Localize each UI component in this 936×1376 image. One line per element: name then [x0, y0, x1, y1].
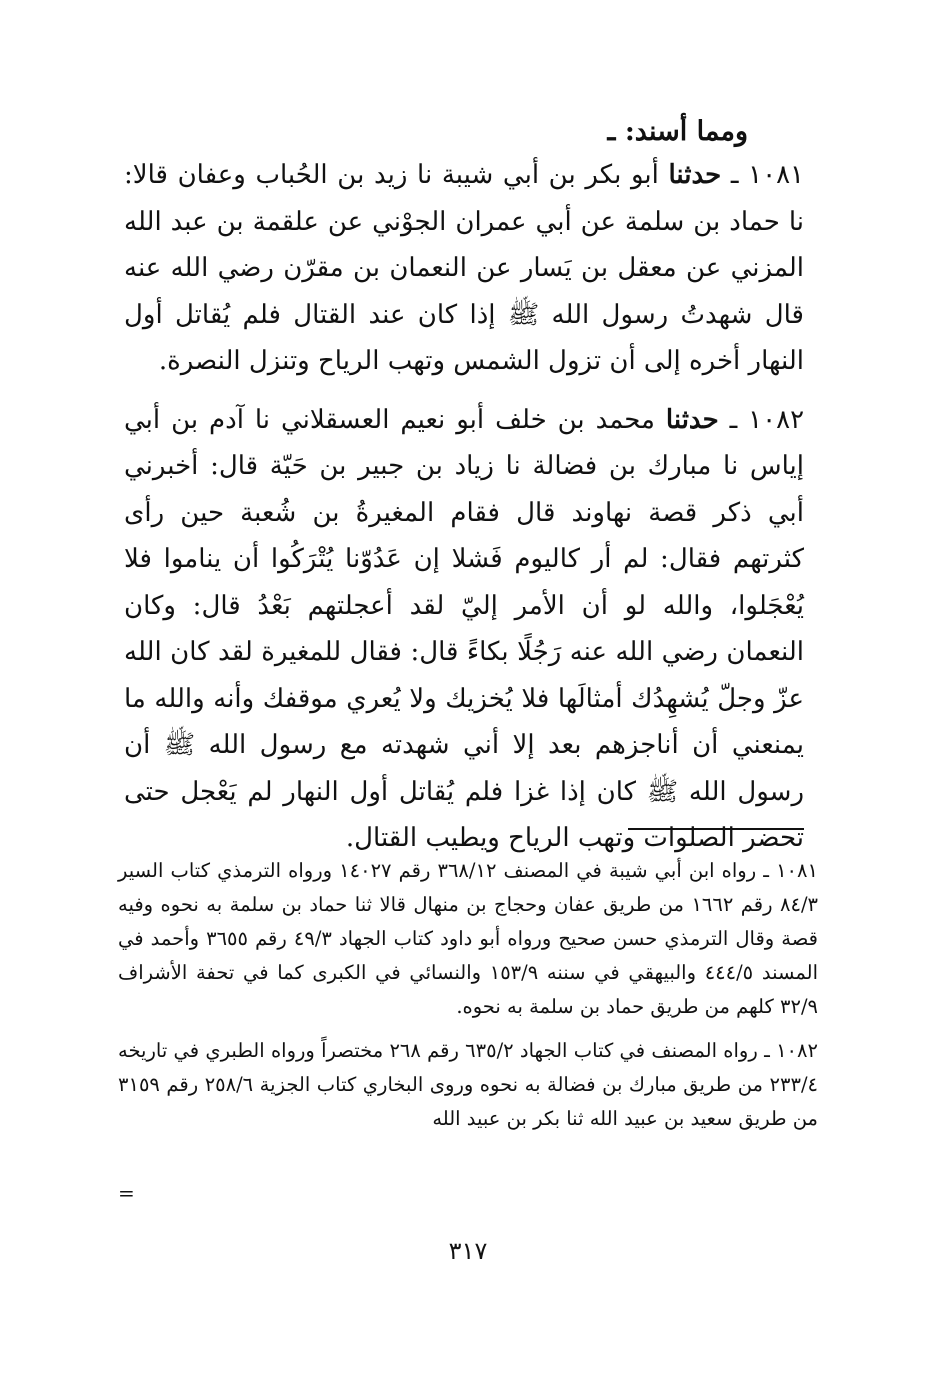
hadith-number: ١٠٨٢ ـ [729, 404, 805, 435]
footnotes [118, 854, 818, 1136]
footnote-1082 [118, 1034, 818, 1136]
main-text [124, 152, 804, 862]
hadith-keyword: حدثنا [668, 160, 722, 190]
page-number: ٣١٧ [448, 1237, 488, 1265]
hadith-1081 [124, 152, 804, 385]
footnote-text: رواه ابن أبي شيبة في المصنف ٣٦٨/١٢ رقم ١٤٠٢٧ ورواه الترمذي كتاب السير ٨٤/٣ رقم ١٦٦٢ من طريق عفان وحجاج بن منهال قالا ثنا حماد بن سلمة به نحوه وفيه قصة وقال الترمذي حسن صحيح ورواه أبو داود كتاب الجهاد ٤٩/٣ رقم ٣٦٥٥ وأحمد في المسند ٤٤٤/٥ والبيهقي في سننه ١٥٣/٩ والنسائي في الكبرى كما في تحفة الأشراف ٣٢/٩ كلهم من طريق حماد بن سلمة به نحوه. [118, 859, 818, 1018]
footnote-divider [628, 828, 804, 830]
hadith-number: ١٠٨١ ـ [730, 160, 805, 190]
footnote-text: رواه المصنف في كتاب الجهاد ٦٣٥/٢ رقم ٢٦٨ مختصراً ورواه الطبري في تاريخه ٢٣٣/٤ من طريق مبارك بن فضالة به نحوه وروى البخاري كتاب الجزية ٢٥٨/٦ رقم ٣١٥٩ من طريق سعيد بن عبيد الله ثنا بكر بن عبيد الله [118, 1039, 818, 1130]
hadith-1082 [124, 397, 804, 862]
hadith-keyword: حدثنا [665, 404, 719, 435]
hadith-text: أبو بكر بن أبي شيبة نا زيد بن الحُباب وعفان قالا: نا حماد بن سلمة عن أبي عمران الجوْني عن علقمة بن عبد الله المزني عن معقل بن يَسار عن النعمان بن مقرّن رضي الله عنه قال شهدتُ رسول الله ﷺ إذا كان عند القتال فلم يُقاتل أول النهار أخره إلى أن تزول الشمس وتهب الرياح وتنزل النصرة. [124, 160, 804, 376]
footnote-1081 [118, 854, 818, 1024]
footnote-number: ١٠٨٢ ـ [764, 1039, 818, 1062]
section-heading: ومما أسند: ـ [607, 116, 748, 147]
hadith-text: محمد بن خلف أبو نعيم العسقلاني نا آدم بن أبي إياس نا مبارك بن فضالة نا زياد بن جبير بن حَيّة قال: أخبرني أبي ذكر قصة نهاوند قال فقام المغيرةُ بن شُعبة حين رأى كثرتهم فقال: لم أر كاليوم فَشلا إن عَدُوّنا يُتْرَكُوا أن يناموا فلا يُعْجَلوا، والله لو أن الأمر إليّ لقد أعجلتهم بَعْدُ قال: وكان النعمان رضي الله عنه رَجُلًا بكاءً قال: فقال للمغيرة لقد كان الله عزّ وجلّ يُشهِدُك أمثالَها فلا يُخزيك ولا يُعري موقفك وأنه والله ما يمنعني أن أناجزهم بعد إلا أني شهدته مع رسول الله ﷺ أن رسول الله ﷺ كان إذا غزا فلم يُقاتل أول النهار لم يَعْجل حتى تحضر الصلوات وتهب الرياح ويطيب القتال. [124, 404, 804, 853]
footnote-number: ١٠٨١ ـ [763, 859, 818, 882]
continuation-mark: = [118, 1181, 135, 1205]
